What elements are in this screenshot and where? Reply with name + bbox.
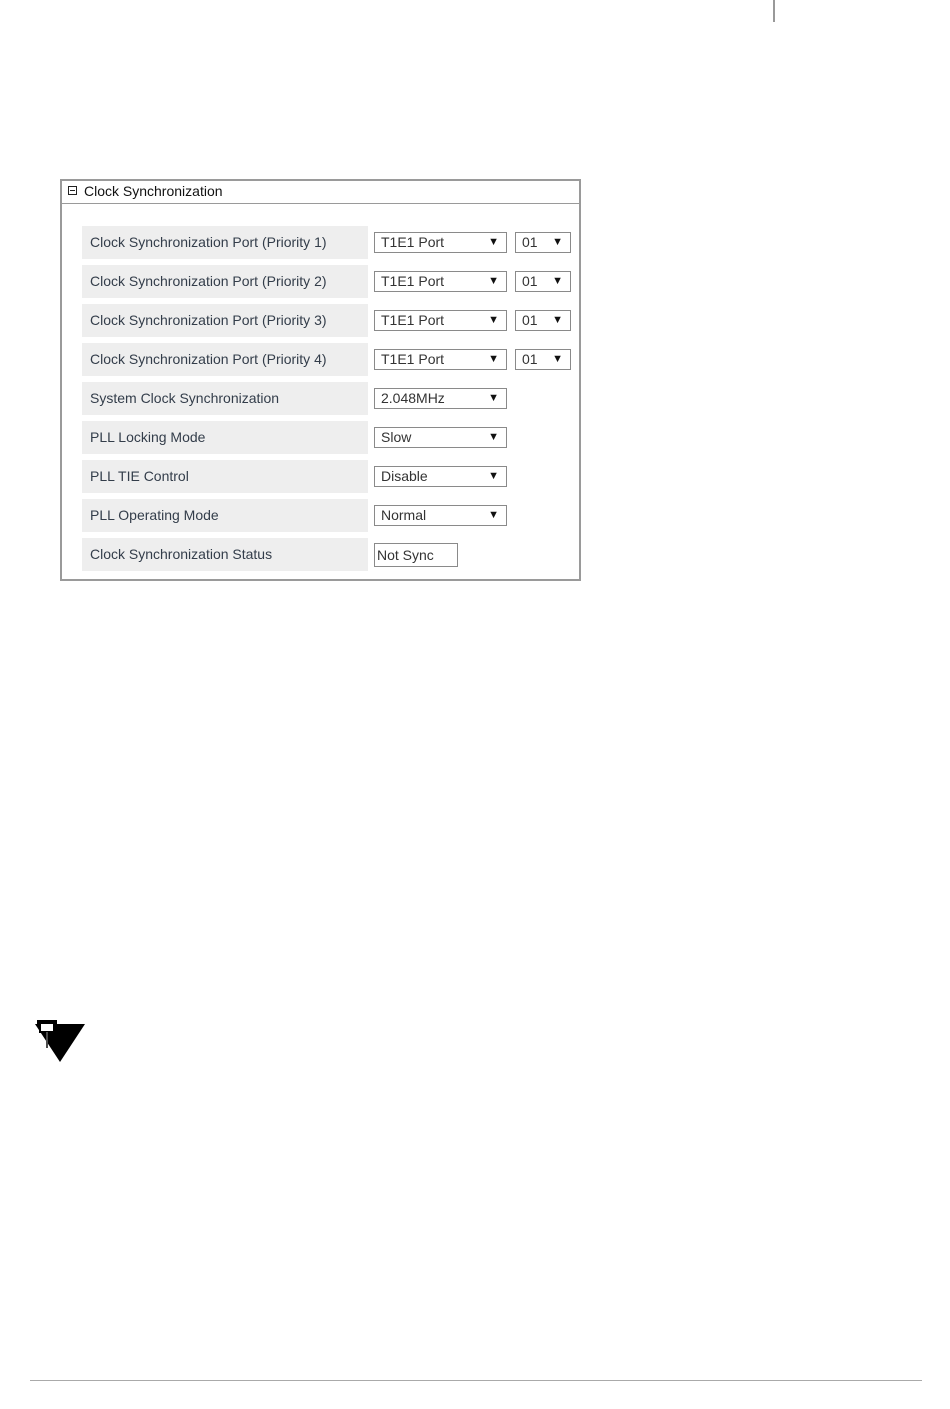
page-edge-mark — [773, 0, 775, 22]
port-type-select-priority-1[interactable] — [374, 232, 507, 253]
select-value: 2.048MHz — [381, 390, 445, 406]
triangle-down-icon: ▼ — [552, 353, 563, 365]
triangle-down-icon: ▼ — [488, 470, 499, 482]
triangle-down-icon: ▼ — [488, 314, 499, 326]
pll-operating-mode-select[interactable] — [374, 505, 507, 526]
triangle-down-icon: ▼ — [488, 353, 499, 365]
triangle-down-icon: ▼ — [488, 392, 499, 404]
collapse-icon[interactable] — [68, 186, 77, 195]
port-number-select-priority-2[interactable] — [515, 271, 571, 292]
triangle-down-icon: ▼ — [488, 236, 499, 248]
row-label: PLL Operating Mode — [82, 499, 368, 532]
port-type-select-priority-4[interactable] — [374, 349, 507, 370]
footer-divider — [30, 1380, 922, 1381]
select-value: 01 — [522, 273, 538, 289]
select-value: 01 — [522, 234, 538, 250]
row-label: Clock Synchronization Port (Priority 2) — [82, 265, 368, 298]
triangle-down-icon: ▼ — [488, 509, 499, 521]
select-value: Normal — [381, 507, 427, 523]
row-label: Clock Synchronization Port (Priority 4) — [82, 343, 368, 376]
triangle-down-icon: ▼ — [488, 431, 499, 443]
panel-header[interactable] — [62, 181, 579, 204]
clock-synchronization-panel — [60, 179, 581, 581]
select-value: Disable — [381, 468, 428, 484]
select-value: 01 — [522, 351, 538, 367]
triangle-down-icon: ▼ — [552, 236, 563, 248]
row-label: System Clock Synchronization — [82, 382, 368, 415]
triangle-down-icon: ▼ — [552, 314, 563, 326]
select-value: T1E1 Port — [381, 273, 445, 289]
select-value: T1E1 Port — [381, 312, 445, 328]
select-value: T1E1 Port — [381, 351, 445, 367]
pll-locking-mode-select[interactable] — [374, 427, 507, 448]
port-type-select-priority-2[interactable] — [374, 271, 507, 292]
pll-tie-control-select[interactable] — [374, 466, 507, 487]
clock-sync-status-field: Not Sync — [374, 543, 458, 567]
select-value: 01 — [522, 312, 538, 328]
port-number-select-priority-1[interactable] — [515, 232, 571, 253]
note-pushpin-icon — [31, 1018, 87, 1064]
row-label: Clock Synchronization Status — [82, 538, 368, 571]
system-clock-select[interactable] — [374, 388, 507, 409]
row-label: Clock Synchronization Port (Priority 1) — [82, 226, 368, 259]
triangle-down-icon: ▼ — [552, 275, 563, 287]
panel-title: Clock Synchronization — [84, 183, 223, 199]
row-label: PLL Locking Mode — [82, 421, 368, 454]
row-label: Clock Synchronization Port (Priority 3) — [82, 304, 368, 337]
port-number-select-priority-3[interactable] — [515, 310, 571, 331]
select-value: Slow — [381, 429, 412, 445]
select-value: T1E1 Port — [381, 234, 445, 250]
row-label: PLL TIE Control — [82, 460, 368, 493]
port-number-select-priority-4[interactable] — [515, 349, 571, 370]
port-type-select-priority-3[interactable] — [374, 310, 507, 331]
triangle-down-icon: ▼ — [488, 275, 499, 287]
